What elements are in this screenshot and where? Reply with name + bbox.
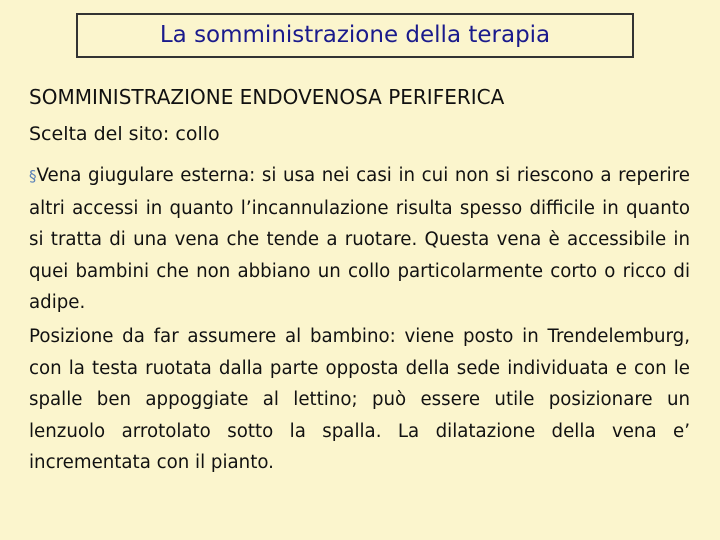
bullet-icon: §	[29, 167, 37, 185]
section-subheading: Scelta del sito: collo	[29, 123, 220, 145]
paragraph-child-position	[29, 321, 690, 479]
paragraph-jugular-vein	[29, 160, 690, 319]
paragraph-child-position-text: Posizione da far assumere al bambino: viene posto in Trendelemburg, con la testa ruotata dalla parte opposta della sede individuata e con le spalle ben appoggiate al lettino; può essere utile posizionare un lenzuolo arrotolato sotto la spalla. La dilatazione della vena e’ incrementata con il pianto.	[29, 326, 690, 473]
slide-title	[76, 13, 634, 58]
slide-title-text: La somministrazione della terapia	[159, 22, 551, 48]
section-heading: SOMMINISTRAZIONE ENDOVENOSA PERIFERICA	[29, 85, 505, 109]
paragraph-jugular-vein-text: Vena giugulare esterna: si usa nei casi in cui non si riescono a reperire altri accessi in quanto l’incannulazione risulta spesso difficile in quanto si tratta di una vena che tende a ruotare. Questa vena è accessibile in quei bambini che non abbiano un collo particolarmente corto o ricco di adipe.	[29, 165, 690, 313]
